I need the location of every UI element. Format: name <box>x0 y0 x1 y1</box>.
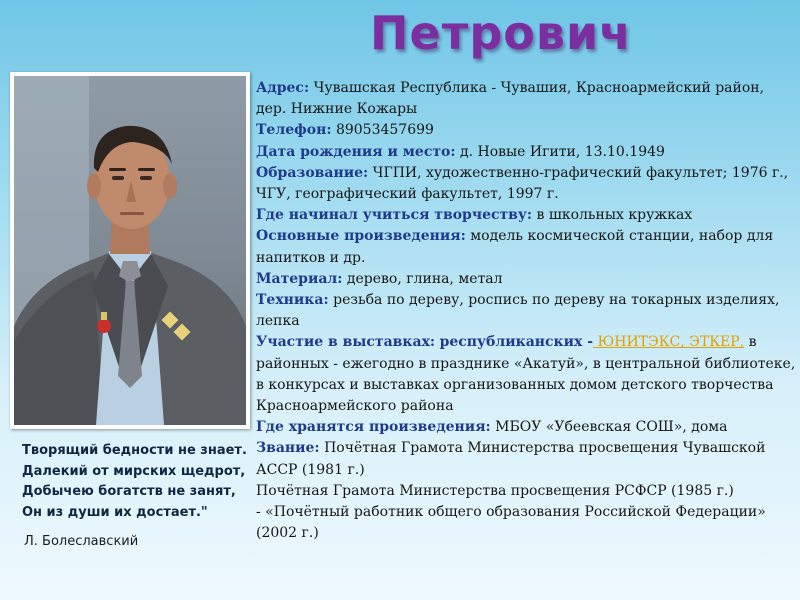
titles-value-1: Почётная Грамота Министерства просвещения Чувашской АССР (1981 г.) <box>256 440 766 478</box>
start-line <box>256 205 796 226</box>
storage-line <box>256 417 796 438</box>
start-value: в школьных кружках <box>536 207 693 224</box>
exhibitions-republican: республиканских - <box>439 334 594 351</box>
address-label: Адрес: <box>256 80 310 96</box>
quote-line: Далекий от мирских щедрот, <box>22 463 246 479</box>
address-line <box>256 78 796 120</box>
phone-label: Телефон: <box>256 122 332 139</box>
start-label: Где начинал учиться творчеству: <box>256 207 533 224</box>
portrait-photo <box>14 76 246 425</box>
education-line <box>256 163 796 205</box>
address-value: Чувашская Республика - Чувашия, Красноармейский район, дер. Нижние Кожары <box>256 80 765 118</box>
technique-line <box>256 290 796 332</box>
titles-line-1 <box>256 438 796 480</box>
birth-value: д. Новые Игити, 13.10.1949 <box>459 143 665 160</box>
education-value: ЧГПИ, художественно-графический факультет; 1976 г., ЧГУ, географический факультет, 1997 г. <box>256 164 789 203</box>
quote-author: Л. Болеславский <box>24 534 139 549</box>
technique-label: Техника: <box>256 292 329 309</box>
works-value: модель космической станции, набор для напитков и др. <box>256 228 774 266</box>
technique-value: резьба по дереву, роспись по дереву на токарных изделиях, лепка <box>256 292 780 330</box>
works-line <box>256 226 796 268</box>
exhibitions-republican-names: ЮНИТЭКС, ЭТКЕР, <box>593 334 745 351</box>
material-label: Материал: <box>256 270 343 287</box>
works-label: Основные произведения: <box>256 228 466 245</box>
epigraph-quote <box>22 441 254 523</box>
phone-value: 89053457699 <box>335 122 434 139</box>
titles-line-3: - «Почётный работник общего образования Российской Федерации» (2002 г.) <box>256 504 766 542</box>
titles-line-2: Почётная Грамота Министерства просвещения РСФСР (1985 г.) <box>256 482 734 499</box>
exhibitions-label: Участие в выставках: <box>256 334 436 351</box>
birth-label: Дата рождения и место: <box>256 143 456 160</box>
material-line <box>256 269 796 290</box>
portrait-illustration <box>14 76 246 425</box>
birth-line <box>256 142 796 163</box>
portrait-frame <box>10 72 250 429</box>
phone-line <box>256 120 796 141</box>
storage-label: Где хранятся произведения: <box>256 419 491 436</box>
exhibitions-rest: в районных - ежегодно в празднике «Акатуй», в центральной библиотеке, в конкурсах и выставках организованных домом детского творчества Красноармейского района <box>256 334 796 415</box>
quote-line: Он из души их достает." <box>22 504 208 520</box>
biography-info <box>256 78 796 544</box>
quote-line: Творящий бедности не знает. <box>22 443 247 458</box>
storage-value: МБОУ «Убеевская СОШ», дома <box>495 419 728 436</box>
titles-label: Звание: <box>256 440 320 457</box>
material-value: дерево, глина, метал <box>346 270 503 287</box>
exhibitions-line <box>256 332 796 417</box>
page-title: Петрович <box>370 6 632 60</box>
quote-line: Добычею богатств не занят, <box>22 484 236 499</box>
education-label: Образование: <box>256 164 369 181</box>
